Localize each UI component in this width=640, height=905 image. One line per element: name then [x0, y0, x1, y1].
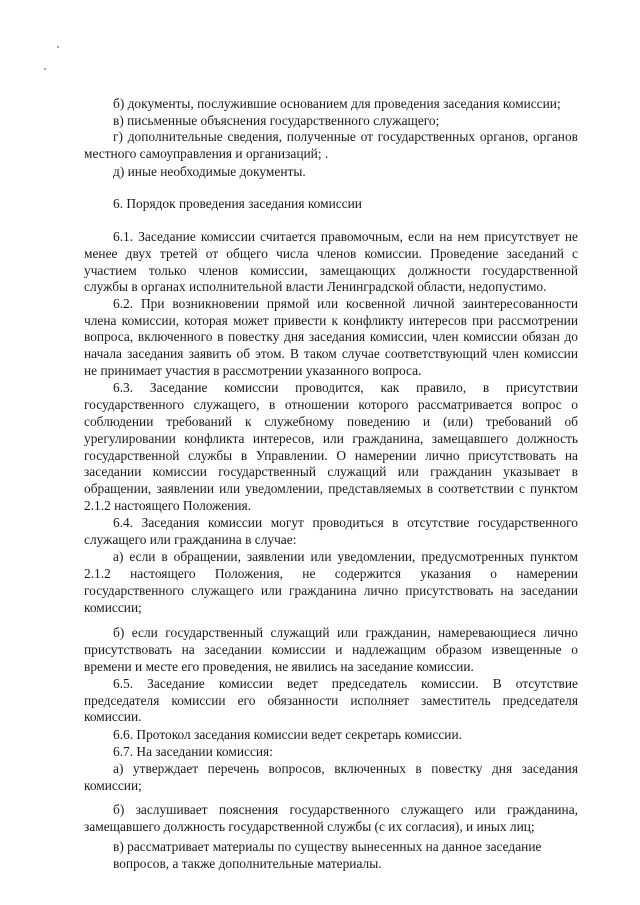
p63-line: обращении, заявлении или уведомлении, представляемых в соответствии с пунктом	[84, 481, 578, 496]
p65-line: 6.5. Заседание комиссии ведет председатель комиссии. В отсутствие	[113, 676, 578, 691]
p62-line: вопроса, включенного в повестку дня заседания комиссии, член комиссии обязан до	[84, 329, 578, 344]
p67b-line: замещавшего должность государственной службы (с их согласия), и иных лиц;	[84, 819, 535, 834]
scan-speck	[57, 46, 59, 48]
p67-line: 6.7. На заседании комиссия:	[113, 744, 273, 759]
p67c-line: в) рассматривает материалы по существу вынесенных на данное заседание	[113, 839, 542, 854]
list-item-g-line1: г) дополнительные сведения, полученные от государственных органов, органов	[113, 129, 578, 144]
p63-line: государственной службы в Управлении. О намерении лично присутствовать на	[84, 448, 578, 463]
p64a-line: 2.1.2 настоящего Положения, не содержится указания о намерении	[84, 566, 578, 581]
p63-line: 6.3. Заседание комиссии проводится, как правило, в присутствии	[113, 380, 578, 395]
p64b-line: присутствовать на заседании комиссии и надлежащим образом извещенные о	[84, 642, 578, 657]
p61-line: менее двух третей от общего числа членов комиссии. Проведение заседаний с	[84, 246, 578, 261]
list-item-v: в) письменные объяснения государственного служащего;	[113, 113, 440, 128]
p65-line: комиссии.	[84, 709, 142, 724]
p62-line: 6.2. При возникновении прямой или косвенной личной заинтересованности	[113, 296, 578, 311]
p67b-line: б) заслушивает пояснения государственного служащего или гражданина,	[113, 802, 578, 817]
section-heading: 6. Порядок проведения заседания комиссии	[113, 196, 362, 211]
list-item-g-line2: местного самоуправления и организаций; .	[84, 146, 329, 161]
list-item-b: б) документы, послужившие основанием для проведения заседания комиссии;	[113, 96, 561, 111]
p64a-line: государственного служащего или гражданина лично присутствовать на заседании	[84, 583, 578, 598]
p62-line: не принимает участия в рассмотрении указанного вопроса.	[84, 363, 422, 378]
p63-line: урегулировании конфликта интересов, или гражданина, замещавшего должность	[84, 431, 578, 446]
p65-line: председателя комиссии его обязанности исполняет заместитель председателя	[84, 693, 578, 708]
list-item-d: д) иные необходимые документы.	[113, 164, 306, 179]
p62-line: начала заседания заявить об этом. В таком случае соответствующий член комиссии	[84, 346, 578, 361]
p63-line: государственного служащего, в отношении которого рассматривается вопрос о	[84, 397, 578, 412]
p67c-line: вопросов, а также дополнительные материалы.	[113, 856, 382, 871]
p64a-line: комиссии;	[84, 600, 142, 615]
p61-line: 6.1. Заседание комиссии считается правомочным, если на нем присутствует не	[113, 229, 578, 244]
p63-line: заседании комиссии государственный служащий или гражданин указывает в	[84, 464, 578, 479]
scan-speck	[44, 68, 46, 70]
p67a-line: а) утверждает перечень вопросов, включенных в повестку дня заседания	[113, 761, 578, 776]
p63-line: соблюдении требований к служебному поведению и (или) требований об	[84, 414, 578, 429]
p64b-line: времени и месте его проведения, не явились на заседание комиссии.	[84, 659, 474, 674]
p64a-line: а) если в обращении, заявлении или уведомлении, предусмотренных пунктом	[113, 549, 578, 564]
p61-line: участием только членов комиссии, замещающих должности государственной	[84, 263, 578, 278]
p64-line: служащего или гражданина в случае:	[84, 532, 297, 547]
p62-line: члена комиссии, которая может привести к конфликту интересов при рассмотрении	[84, 313, 578, 328]
p61-line: службы в органах исполнительной власти Ленинградской области, недопустимо.	[84, 279, 547, 294]
p64-line: 6.4. Заседания комиссии могут проводиться в отсутствие государственного	[113, 515, 578, 530]
p66-line: 6.6. Протокол заседания комиссии ведет секретарь комиссии.	[113, 727, 462, 742]
p67a-line: комиссии;	[84, 778, 142, 793]
p64b-line: б) если государственный служащий или гражданин, намеревающиеся лично	[113, 625, 578, 640]
p63-line: 2.1.2 настоящего Положения.	[84, 498, 252, 513]
